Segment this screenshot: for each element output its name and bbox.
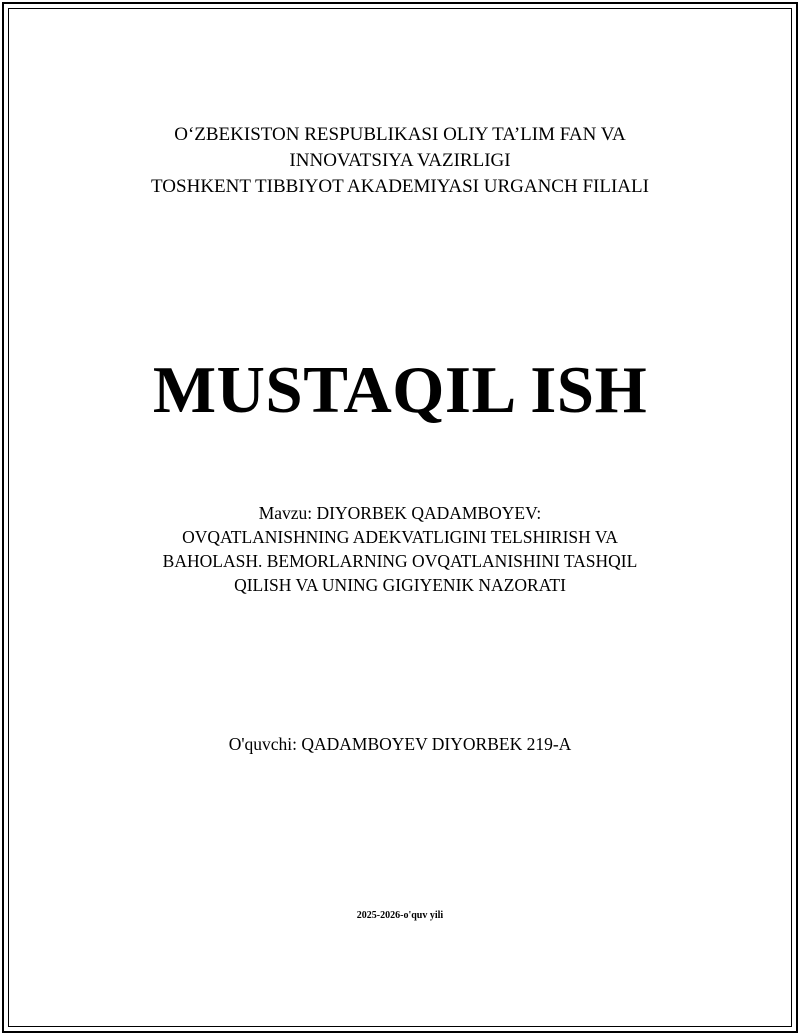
topic-line-1: Mavzu: DIYORBEK QADAMBOYEV: xyxy=(258,503,542,523)
student-info: O'quvchi: QADAMBOYEV DIYORBEK 219-A xyxy=(228,734,572,754)
institution-header xyxy=(0,122,800,200)
header-line-1: O‘ZBEKISTON RESPUBLIKASI OLIY TA’LIM FAN VA xyxy=(174,124,626,145)
topic-line-3: BAHOLASH. BEMORLARNING OVQATLANISHINI TASHQIL xyxy=(162,551,638,571)
topic-block xyxy=(0,501,800,597)
academic-year: 2025-2026-o'quv yili xyxy=(356,910,444,921)
document-title: MUSTAQIL ISH xyxy=(152,353,648,427)
header-line-2: INNOVATSIYA VAZIRLIGI xyxy=(289,150,511,171)
topic-line-4: QILISH VA UNING GIGIYENIK NAZORATI xyxy=(234,575,566,595)
topic-line-2: OVQATLANISHNING ADEKVATLIGINI TELSHIRISH VA xyxy=(182,527,618,547)
header-line-3: TOSHKENT TIBBIYOT AKADEMIYASI URGANCH FILIALI xyxy=(151,176,649,197)
